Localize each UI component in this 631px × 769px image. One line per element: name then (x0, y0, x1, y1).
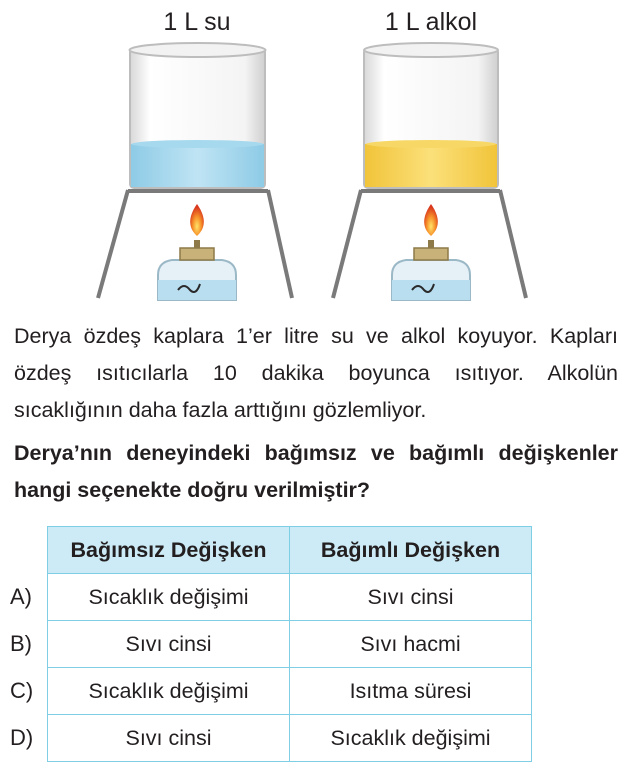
question-text: Derya’nın deneyindeki bağımsız ve bağımlı değişkenler hangi seçenekte doğru verilmiştir? (14, 441, 618, 502)
independent-cell: Sıvı cinsi (48, 715, 290, 762)
flame-icon (424, 204, 438, 236)
option-label-c[interactable]: C) (10, 678, 34, 703)
dependent-cell: Isıtma süresi (290, 668, 532, 715)
table-row[interactable] (48, 715, 532, 762)
water-beaker (130, 43, 266, 188)
table-row[interactable] (48, 574, 532, 621)
water-liquid (131, 144, 264, 187)
independent-cell: Sıvı cinsi (48, 621, 290, 668)
water-beaker-label: 1 L su (163, 8, 231, 36)
water-setup (98, 43, 292, 300)
option-label-a[interactable]: A) (10, 584, 32, 609)
beakers-svg (0, 0, 631, 315)
option-label-b[interactable]: B) (10, 631, 32, 656)
water-burner (158, 204, 236, 300)
header-dependent: Bağımlı Değişken (290, 527, 532, 574)
alcohol-setup (333, 43, 526, 300)
alcohol-burner (392, 204, 470, 300)
header-independent: Bağımsız Değişken (48, 527, 290, 574)
independent-cell: Sıcaklık değişimi (48, 574, 290, 621)
option-label-d[interactable]: D) (10, 725, 34, 750)
dependent-cell: Sıvı hacmi (290, 621, 532, 668)
alcohol-beaker (364, 43, 498, 188)
experiment-description: Derya özdeş kaplara 1’er litre su ve alkol koyuyor. Kapları özdeş ısıtıcılarla 10 dakika boyunca ısıtıyor. Alkolün sıcaklığının daha fazla arttığını gözlemliyor. (14, 324, 618, 422)
answer-options-table (47, 526, 532, 762)
dependent-cell: Sıvı cinsi (290, 574, 532, 621)
experiment-illustration (0, 0, 631, 315)
table-row[interactable] (48, 621, 532, 668)
independent-cell: Sıcaklık değişimi (48, 668, 290, 715)
alcohol-liquid (365, 144, 497, 187)
table-header-row (48, 527, 532, 574)
table-row[interactable] (48, 668, 532, 715)
dependent-cell: Sıcaklık değişimi (290, 715, 532, 762)
alcohol-beaker-label: 1 L alkol (384, 8, 478, 36)
flame-icon (190, 204, 204, 236)
